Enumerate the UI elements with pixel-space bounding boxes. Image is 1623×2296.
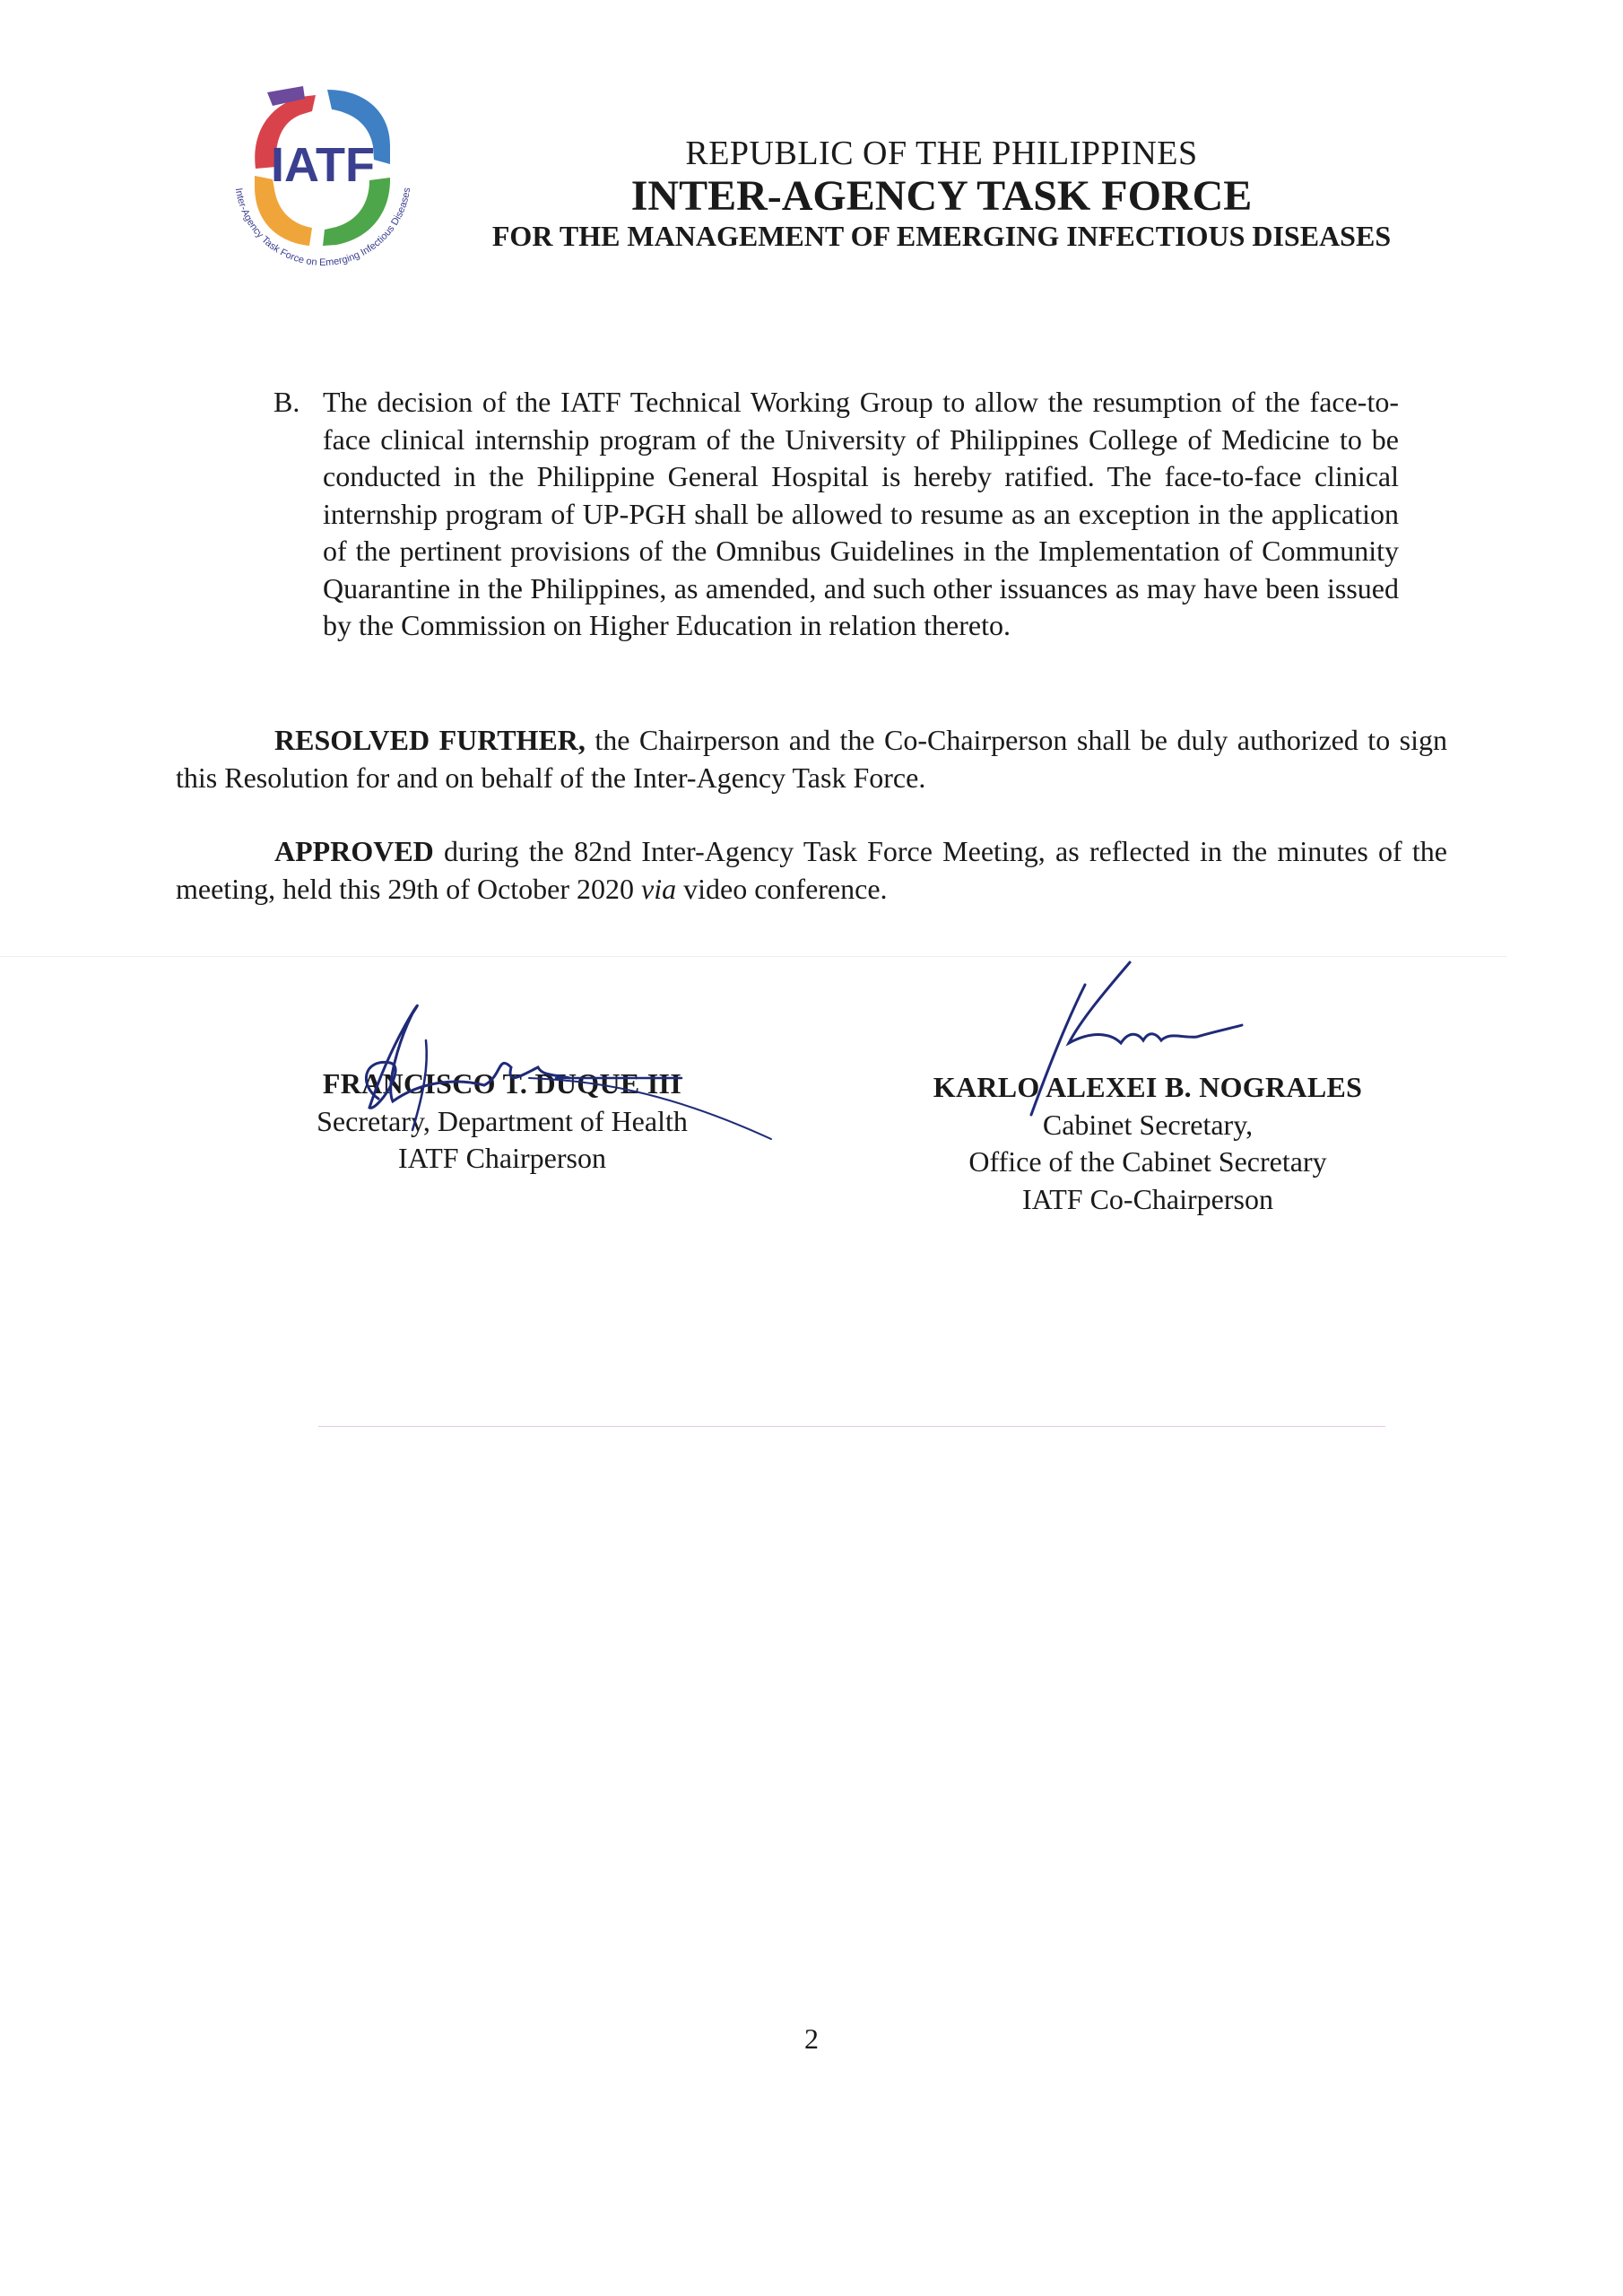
approved-paragraph — [176, 833, 1447, 908]
signatory-right-title2: Office of the Cabinet Secretary — [968, 1145, 1327, 1178]
item-b-letter: B. — [273, 386, 300, 418]
scan-rule-bottom — [318, 1426, 1385, 1427]
iatf-logo — [215, 70, 430, 276]
logo-text: IATF — [271, 138, 375, 192]
signatory-left-title2: IATF Chairperson — [398, 1142, 606, 1174]
resolved-text: the Chairperson and the Co-Chairperson shall be duly authorized to sign this Resolution for and on behalf of the Inter-Agency Task Force. — [176, 724, 1448, 794]
letterhead — [448, 135, 1435, 253]
item-b-text: The decision of the IATF Technical Working Group to allow the resumption of the face-to-face clinical internship program of the University of Philippines College of Medicine to be conducted in the Philippine General Hospital is hereby ratified. The face-to-face clinical internship program of UP-PGH shall be allowed to resume as an exception in the application of the pertinent provisions of the Omnibus Guidelines in the Implementation of Community Quarantine in the Philippines, as amended, and such other issuances as may have been issued by the Commission on Higher Education in relation thereto. — [323, 386, 1399, 641]
signatory-right-title3: IATF Co-Chairperson — [1022, 1182, 1273, 1215]
logo-ring-text: Inter-Agency Task Force on Emerging Infectious Diseases — [232, 187, 413, 269]
resolved-lead: RESOLVED FURTHER, — [274, 724, 586, 756]
signatory-left — [260, 1065, 744, 1178]
scan-rule-top — [0, 956, 1506, 957]
item-b-paragraph — [273, 384, 1399, 645]
letterhead-agency: INTER-AGENCY TASK FORCE — [630, 171, 1253, 220]
letterhead-subtitle: FOR THE MANAGEMENT OF EMERGING INFECTIOUS DISEASES — [491, 220, 1392, 253]
page-number: 2 — [804, 2022, 819, 2055]
resolved-further-paragraph — [176, 722, 1447, 796]
letterhead-republic: REPUBLIC OF THE PHILIPPINES — [685, 135, 1198, 172]
approved-lead: APPROVED — [274, 835, 434, 867]
signatory-left-title1: Secretary, Department of Health — [317, 1104, 688, 1137]
signatory-left-name: FRANCISCO T. DUQUE III — [322, 1067, 682, 1100]
approved-text-2: video conference. — [676, 872, 888, 905]
signatory-right — [888, 1069, 1408, 1218]
approved-via: via — [641, 872, 677, 905]
signatory-right-name: KARLO ALEXEI B. NOGRALES — [933, 1071, 1363, 1103]
approved-text-1: during the 82nd Inter-Agency Task Force Meeting, as reflected in the minutes of the meeting, held this 29th of October 2020 — [176, 835, 1447, 905]
signatory-right-title1: Cabinet Secretary, — [1042, 1108, 1254, 1141]
